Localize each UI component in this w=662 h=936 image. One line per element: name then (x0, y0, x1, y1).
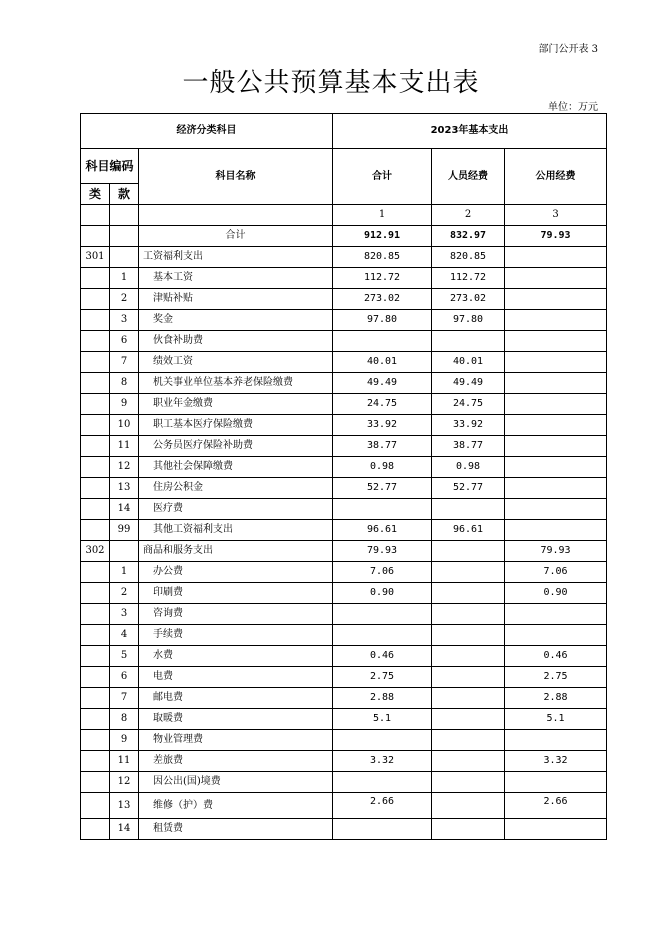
row-total-value: 38.77 (333, 436, 432, 457)
row-public-value (505, 415, 607, 436)
budget-table (80, 113, 607, 840)
index-1: 1 (333, 205, 432, 226)
row-lei-code (81, 457, 110, 478)
row-item-name: 基本工资 (139, 268, 333, 289)
row-public-value (505, 520, 607, 541)
row-total-value: 2.88 (333, 688, 432, 709)
row-total-value: 2.66 (333, 793, 432, 819)
row-personnel-value (432, 604, 505, 625)
row-total-value: 112.72 (333, 268, 432, 289)
row-total-value (333, 772, 432, 793)
row-lei-code (81, 583, 110, 604)
table-row (81, 562, 607, 583)
row-total-value (333, 604, 432, 625)
header-row-2 (81, 149, 607, 184)
row-public-value: 2.66 (505, 793, 607, 819)
row-lei-code (81, 819, 110, 840)
total-row (81, 226, 607, 247)
row-total-value (333, 819, 432, 840)
index-empty-name (139, 205, 333, 226)
row-kuan-code: 5 (110, 646, 139, 667)
row-item-name: 医疗费 (139, 499, 333, 520)
row-lei-code (81, 268, 110, 289)
row-public-value (505, 625, 607, 646)
table-row (81, 520, 607, 541)
total-empty-lei (81, 226, 110, 247)
row-item-name: 物业管理费 (139, 730, 333, 751)
public-header: 公用经费 (505, 149, 607, 205)
row-lei-code (81, 373, 110, 394)
index-2: 2 (432, 205, 505, 226)
row-item-name: 印刷费 (139, 583, 333, 604)
row-personnel-value: 96.61 (432, 520, 505, 541)
row-total-value: 40.01 (333, 352, 432, 373)
table-row (81, 352, 607, 373)
row-public-value (505, 394, 607, 415)
lei-header: 类 (81, 184, 110, 205)
row-kuan-code: 8 (110, 373, 139, 394)
row-personnel-value (432, 499, 505, 520)
row-personnel-value (432, 562, 505, 583)
header-row-1 (81, 114, 607, 149)
row-public-value: 7.06 (505, 562, 607, 583)
row-total-value: 2.75 (333, 667, 432, 688)
row-total-value: 820.85 (333, 247, 432, 268)
total-public: 79.93 (505, 226, 607, 247)
row-personnel-value: 24.75 (432, 394, 505, 415)
total-label: 合计 (139, 226, 333, 247)
row-total-value: 5.1 (333, 709, 432, 730)
row-kuan-code: 11 (110, 751, 139, 772)
row-kuan-code: 2 (110, 583, 139, 604)
row-item-name: 水费 (139, 646, 333, 667)
row-item-name: 工资福利支出 (139, 247, 333, 268)
table-row (81, 819, 607, 840)
table-row (81, 436, 607, 457)
row-total-value: 52.77 (333, 478, 432, 499)
code-header: 科目编码 (81, 149, 139, 184)
row-kuan-code: 11 (110, 436, 139, 457)
row-total-value (333, 625, 432, 646)
row-personnel-value (432, 772, 505, 793)
row-kuan-code: 7 (110, 688, 139, 709)
total-sum: 912.91 (333, 226, 432, 247)
table-row (81, 730, 607, 751)
table-row (81, 541, 607, 562)
row-total-value: 33.92 (333, 415, 432, 436)
table-row (81, 478, 607, 499)
row-lei-code (81, 667, 110, 688)
row-total-value: 79.93 (333, 541, 432, 562)
row-public-value (505, 772, 607, 793)
row-personnel-value (432, 541, 505, 562)
row-item-name: 其他工资福利支出 (139, 520, 333, 541)
row-lei-code (81, 688, 110, 709)
row-total-value: 0.46 (333, 646, 432, 667)
row-kuan-code: 3 (110, 604, 139, 625)
row-kuan-code: 7 (110, 352, 139, 373)
row-personnel-value (432, 331, 505, 352)
table-row (81, 415, 607, 436)
row-public-value (505, 457, 607, 478)
row-item-name: 奖金 (139, 310, 333, 331)
page-tag: 部门公开表 3 (538, 44, 598, 55)
row-lei-code: 302 (81, 541, 110, 562)
row-public-value (505, 247, 607, 268)
row-personnel-value (432, 751, 505, 772)
row-public-value (505, 289, 607, 310)
row-lei-code (81, 793, 110, 819)
row-lei-code (81, 331, 110, 352)
row-public-value (505, 310, 607, 331)
row-item-name: 职工基本医疗保险缴费 (139, 415, 333, 436)
row-item-name: 绩效工资 (139, 352, 333, 373)
row-public-value (505, 730, 607, 751)
row-item-name: 因公出(国)境费 (139, 772, 333, 793)
unit-label: 单位：万元 (548, 102, 598, 113)
table-row (81, 289, 607, 310)
row-kuan-code (110, 247, 139, 268)
row-public-value: 0.90 (505, 583, 607, 604)
table-row (81, 373, 607, 394)
row-personnel-value (432, 793, 505, 819)
row-lei-code (81, 709, 110, 730)
row-public-value (505, 268, 607, 289)
row-total-value: 0.98 (333, 457, 432, 478)
row-personnel-value: 33.92 (432, 415, 505, 436)
row-personnel-value: 112.72 (432, 268, 505, 289)
row-item-name: 津贴补贴 (139, 289, 333, 310)
row-item-name: 商品和服务支出 (139, 541, 333, 562)
row-public-value: 2.75 (505, 667, 607, 688)
row-lei-code (81, 751, 110, 772)
row-kuan-code: 1 (110, 562, 139, 583)
row-personnel-value: 820.85 (432, 247, 505, 268)
row-lei-code (81, 562, 110, 583)
row-kuan-code: 1 (110, 268, 139, 289)
table-row (81, 625, 607, 646)
row-item-name: 公务员医疗保险补助费 (139, 436, 333, 457)
personnel-header: 人员经费 (432, 149, 505, 205)
row-personnel-value: 49.49 (432, 373, 505, 394)
row-public-value: 3.32 (505, 751, 607, 772)
row-lei-code (81, 730, 110, 751)
table-row (81, 688, 607, 709)
row-kuan-code: 13 (110, 793, 139, 819)
row-kuan-code: 6 (110, 667, 139, 688)
total-empty-kuan (110, 226, 139, 247)
table-row (81, 709, 607, 730)
row-public-value: 0.46 (505, 646, 607, 667)
row-item-name: 邮电费 (139, 688, 333, 709)
row-personnel-value: 40.01 (432, 352, 505, 373)
index-row (81, 205, 607, 226)
row-public-value (505, 604, 607, 625)
table-row (81, 394, 607, 415)
row-personnel-value (432, 646, 505, 667)
row-total-value: 0.90 (333, 583, 432, 604)
year-expense-header: 2023年基本支出 (333, 114, 607, 149)
row-personnel-value (432, 709, 505, 730)
row-kuan-code: 9 (110, 730, 139, 751)
table-row (81, 793, 607, 819)
row-kuan-code: 6 (110, 331, 139, 352)
table-row (81, 646, 607, 667)
row-public-value (505, 373, 607, 394)
row-public-value (505, 819, 607, 840)
row-personnel-value (432, 819, 505, 840)
row-lei-code (81, 625, 110, 646)
table-row (81, 667, 607, 688)
row-item-name: 租赁费 (139, 819, 333, 840)
row-public-value (505, 436, 607, 457)
row-lei-code (81, 499, 110, 520)
table-row (81, 310, 607, 331)
row-total-value: 96.61 (333, 520, 432, 541)
row-lei-code (81, 436, 110, 457)
total-header: 合计 (333, 149, 432, 205)
row-personnel-value (432, 688, 505, 709)
row-lei-code: 301 (81, 247, 110, 268)
row-total-value: 273.02 (333, 289, 432, 310)
index-empty-kuan (110, 205, 139, 226)
row-item-name: 机关事业单位基本养老保险缴费 (139, 373, 333, 394)
row-kuan-code: 14 (110, 499, 139, 520)
row-public-value (505, 331, 607, 352)
page-title: 一般公共预算基本支出表 (182, 68, 480, 98)
row-item-name: 伙食补助费 (139, 331, 333, 352)
row-personnel-value: 38.77 (432, 436, 505, 457)
row-total-value: 7.06 (333, 562, 432, 583)
table-row (81, 751, 607, 772)
table-row (81, 331, 607, 352)
row-item-name: 维修（护）费 (139, 793, 333, 819)
name-header: 科目名称 (139, 149, 333, 205)
row-lei-code (81, 352, 110, 373)
row-kuan-code: 12 (110, 457, 139, 478)
row-total-value: 24.75 (333, 394, 432, 415)
row-item-name: 电费 (139, 667, 333, 688)
row-personnel-value: 0.98 (432, 457, 505, 478)
table-row (81, 499, 607, 520)
row-item-name: 取暖费 (139, 709, 333, 730)
row-kuan-code: 99 (110, 520, 139, 541)
row-total-value: 49.49 (333, 373, 432, 394)
row-personnel-value (432, 583, 505, 604)
row-kuan-code: 3 (110, 310, 139, 331)
econ-category-header: 经济分类科目 (81, 114, 333, 149)
row-personnel-value: 273.02 (432, 289, 505, 310)
row-kuan-code: 12 (110, 772, 139, 793)
row-total-value (333, 730, 432, 751)
table-row (81, 583, 607, 604)
row-item-name: 办公费 (139, 562, 333, 583)
table-row (81, 247, 607, 268)
kuan-header: 款 (110, 184, 139, 205)
table-row (81, 772, 607, 793)
row-kuan-code: 8 (110, 709, 139, 730)
row-kuan-code: 13 (110, 478, 139, 499)
row-kuan-code (110, 541, 139, 562)
row-kuan-code: 10 (110, 415, 139, 436)
row-total-value: 3.32 (333, 751, 432, 772)
total-personnel: 832.97 (432, 226, 505, 247)
row-lei-code (81, 772, 110, 793)
table-row (81, 268, 607, 289)
index-empty-lei (81, 205, 110, 226)
table-row (81, 604, 607, 625)
row-public-value: 79.93 (505, 541, 607, 562)
row-lei-code (81, 289, 110, 310)
row-personnel-value (432, 667, 505, 688)
row-lei-code (81, 478, 110, 499)
row-lei-code (81, 646, 110, 667)
row-lei-code (81, 394, 110, 415)
row-kuan-code: 9 (110, 394, 139, 415)
row-public-value: 2.88 (505, 688, 607, 709)
row-kuan-code: 2 (110, 289, 139, 310)
row-total-value (333, 499, 432, 520)
row-item-name: 差旅费 (139, 751, 333, 772)
row-public-value (505, 478, 607, 499)
row-item-name: 咨询费 (139, 604, 333, 625)
row-personnel-value (432, 625, 505, 646)
table-row (81, 457, 607, 478)
row-kuan-code: 4 (110, 625, 139, 646)
row-personnel-value: 97.80 (432, 310, 505, 331)
row-public-value (505, 499, 607, 520)
row-public-value: 5.1 (505, 709, 607, 730)
row-total-value (333, 331, 432, 352)
index-3: 3 (505, 205, 607, 226)
row-lei-code (81, 520, 110, 541)
row-lei-code (81, 310, 110, 331)
row-personnel-value: 52.77 (432, 478, 505, 499)
row-item-name: 职业年金缴费 (139, 394, 333, 415)
row-item-name: 手续费 (139, 625, 333, 646)
row-lei-code (81, 415, 110, 436)
row-lei-code (81, 604, 110, 625)
row-total-value: 97.80 (333, 310, 432, 331)
row-item-name: 其他社会保障缴费 (139, 457, 333, 478)
row-kuan-code: 14 (110, 819, 139, 840)
row-item-name: 住房公积金 (139, 478, 333, 499)
row-personnel-value (432, 730, 505, 751)
row-public-value (505, 352, 607, 373)
